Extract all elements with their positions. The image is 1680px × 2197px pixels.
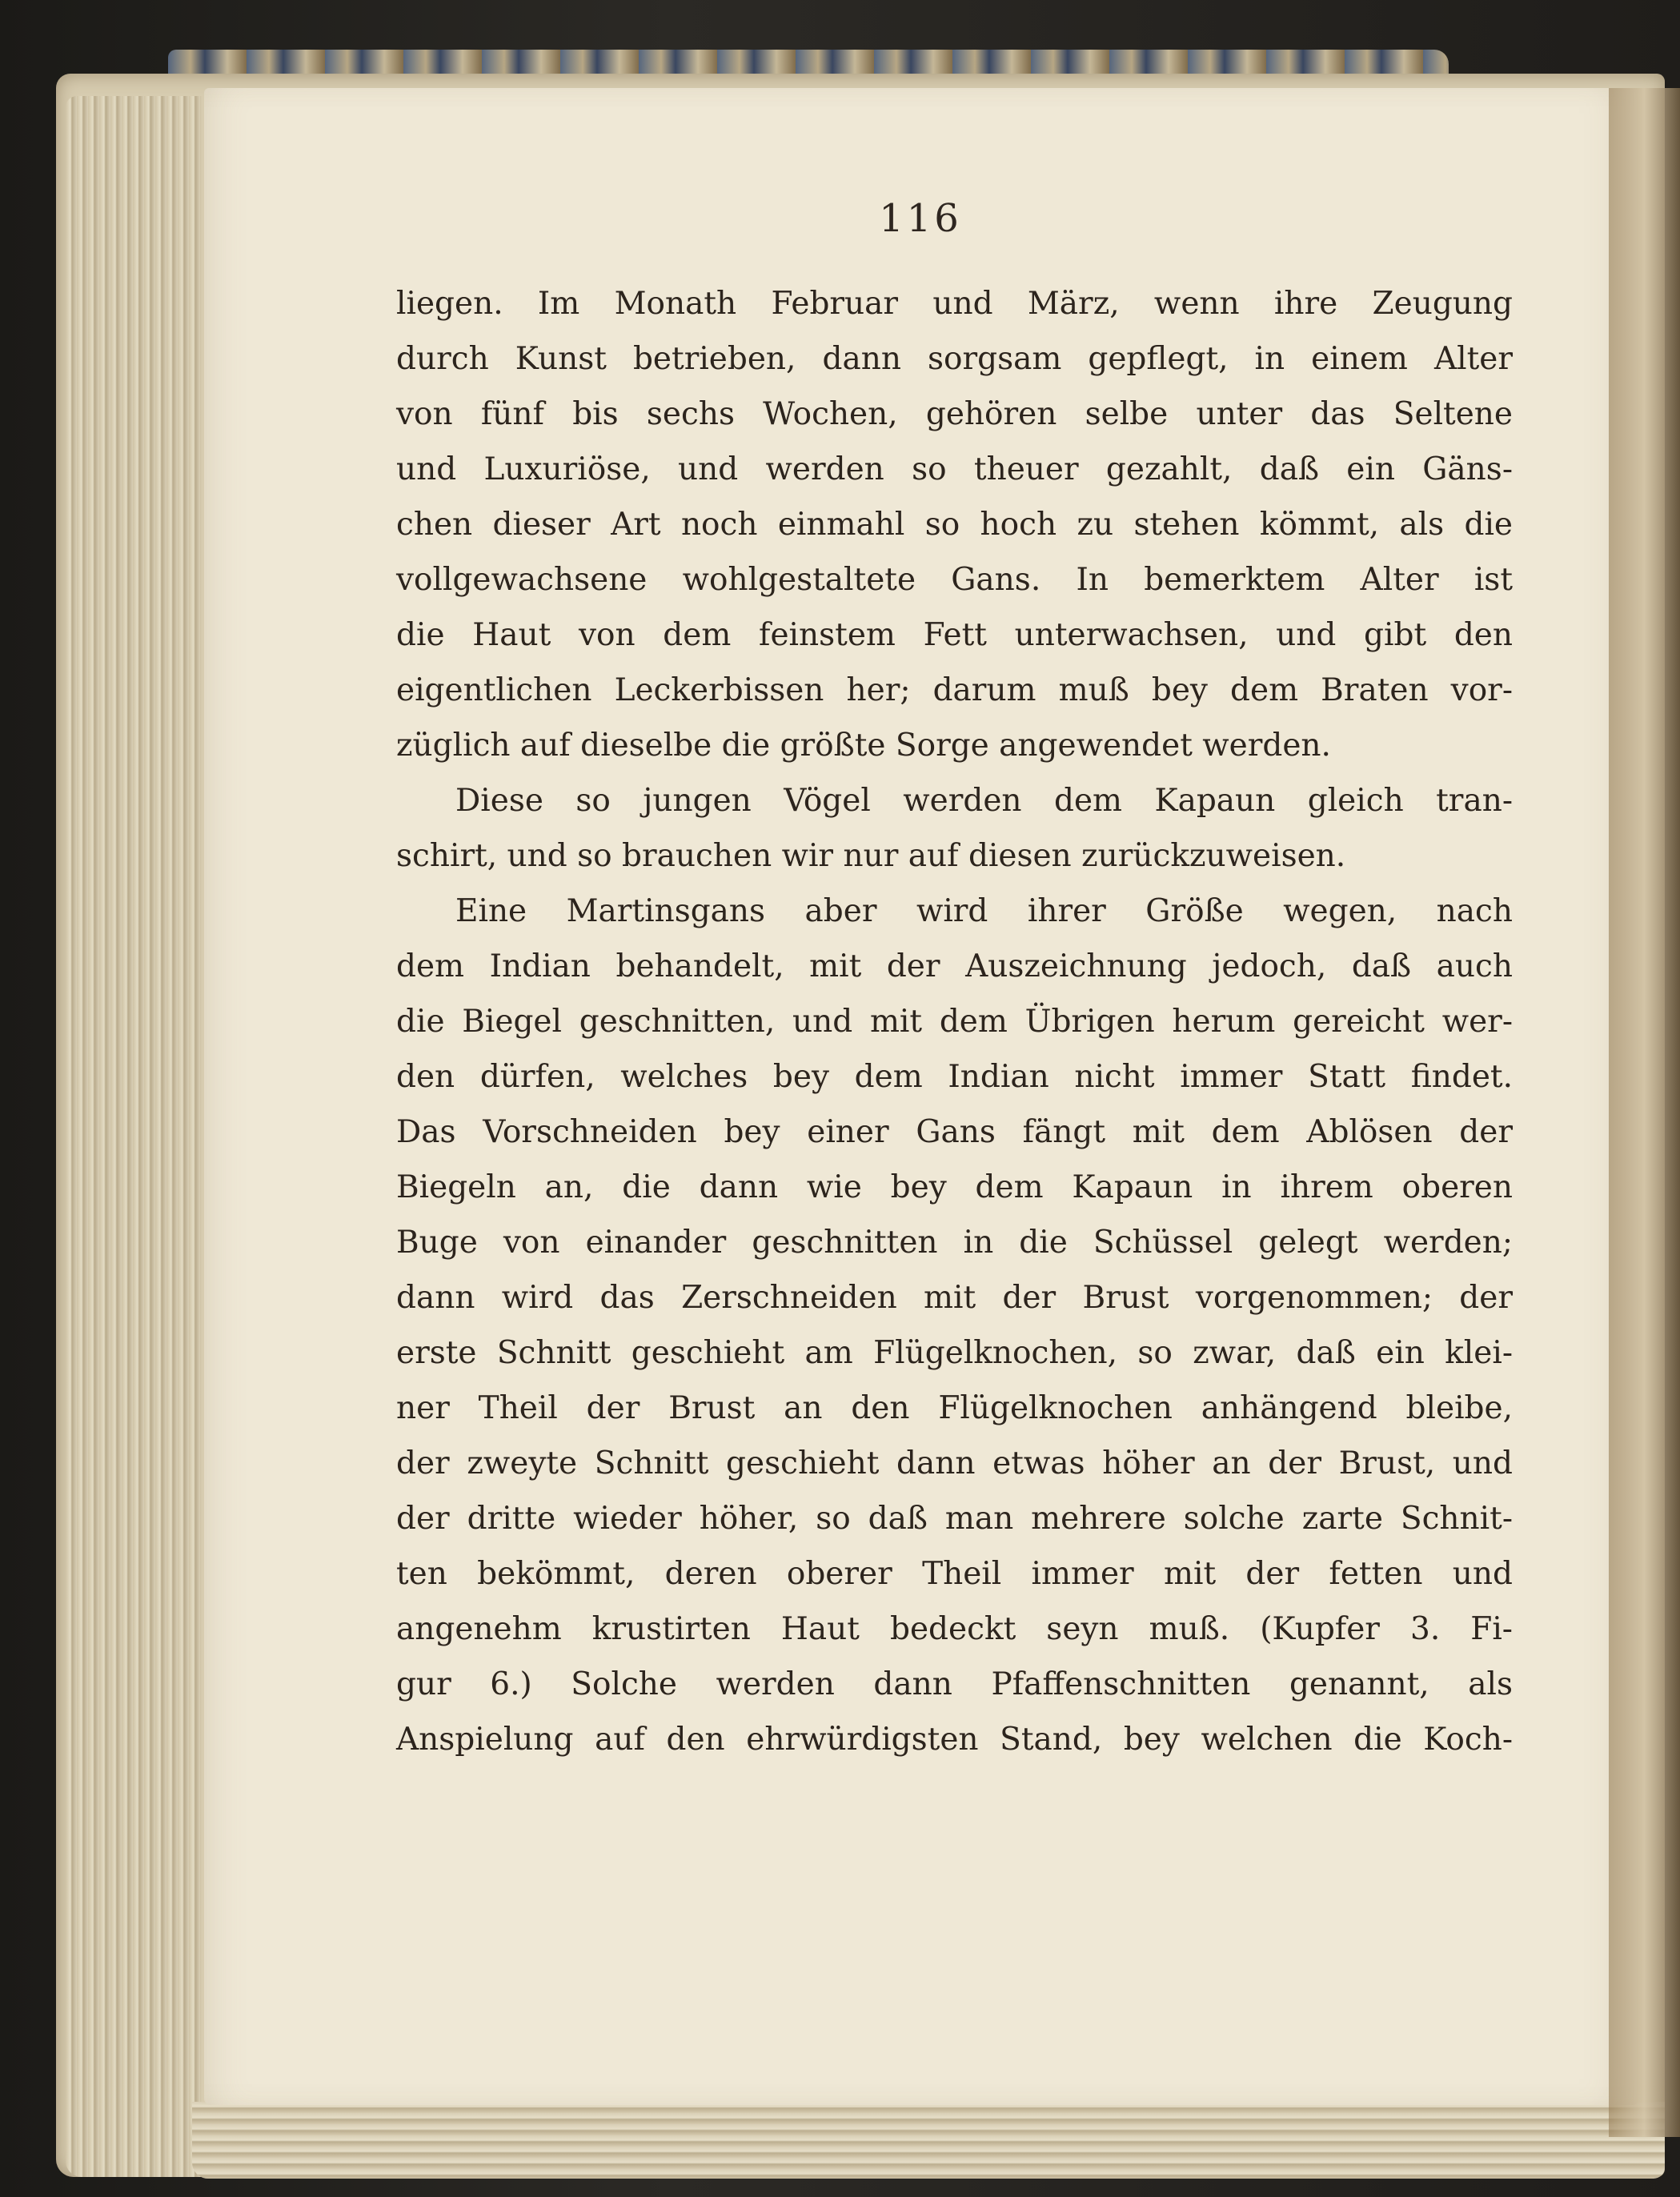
text-line: der zweyte Schnitt geschieht dann etwas höher an der Brust, und <box>396 1445 1513 1481</box>
text-line: angenehm krustirten Haut bedeckt seyn muß. (Kupfer 3. Fi- <box>396 1611 1513 1647</box>
text-line: die Biegel geschnitten, und mit dem Übrigen herum gereicht wer- <box>396 1004 1513 1040</box>
text-line: Anspielung auf den ehrwürdigsten Stand, bey welchen die Koch- <box>396 1722 1513 1758</box>
text-line: gur 6.) Solche werden dann Pfaffenschnitten genannt, als <box>396 1666 1513 1702</box>
text-line: den dürfen, welches bey dem Indian nicht immer Statt findet. <box>396 1059 1513 1095</box>
text-line: die Haut von dem feinstem Fett unterwachsen, und gibt den <box>396 617 1513 653</box>
text-line: durch Kunst betrieben, dann sorgsam gepflegt, in einem Alter <box>396 341 1513 377</box>
text-line: liegen. Im Monath Februar und März, wenn ihre Zeugung <box>396 286 1513 322</box>
text-line: dann wird das Zerschneiden mit der Brust vorgenommen; der <box>396 1280 1513 1316</box>
text-line: der dritte wieder höher, so daß man mehrere solche zarte Schnit- <box>396 1501 1513 1537</box>
text-line: Eine Martinsgans aber wird ihrer Größe wegen, nach <box>455 893 1513 929</box>
text-line: eigentlichen Leckerbissen her; darum muß bey dem Braten vor- <box>396 672 1513 708</box>
text-line: Das Vorschneiden bey einer Gans fängt mit dem Ablösen der <box>396 1114 1513 1150</box>
text-line: chen dieser Art noch einmahl so hoch zu stehen kömmt, als die <box>396 507 1513 543</box>
page-number: 116 <box>879 196 962 241</box>
page-edges-left <box>66 96 202 2177</box>
text-line: von fünf bis sechs Wochen, gehören selbe unter das Seltene <box>396 396 1513 432</box>
binding-gutter <box>1609 88 1680 2137</box>
text-line: züglich auf dieselbe die größte Sorge angewendet werden. <box>396 728 1331 764</box>
text-line: Buge von einander geschnitten in die Schüssel gelegt werden; <box>396 1225 1513 1261</box>
body-text <box>396 276 1513 1767</box>
text-line: Diese so jungen Vögel werden dem Kapaun gleich tran- <box>455 783 1513 819</box>
text-line: ten bekömmt, deren oberer Theil immer mit der fetten und <box>396 1556 1513 1592</box>
text-line: vollgewachsene wohlgestaltete Gans. In bemerktem Alter ist <box>396 562 1513 598</box>
text-line: Biegeln an, die dann wie bey dem Kapaun in ihrem oberen <box>396 1169 1513 1205</box>
text-line: und Luxuriöse, und werden so theuer gezahlt, daß ein Gäns- <box>396 451 1513 487</box>
text-line: schirt, und so brauchen wir nur auf diesen zurückzuweisen. <box>396 838 1346 874</box>
text-line: ner Theil der Brust an den Flügelknochen anhängend bleibe, <box>396 1390 1513 1426</box>
page-edges-bottom <box>192 2102 1665 2179</box>
text-line: erste Schnitt geschieht am Flügelknochen, so zwar, daß ein klei- <box>396 1335 1513 1371</box>
text-line: dem Indian behandelt, mit der Auszeichnung jedoch, daß auch <box>396 948 1513 984</box>
